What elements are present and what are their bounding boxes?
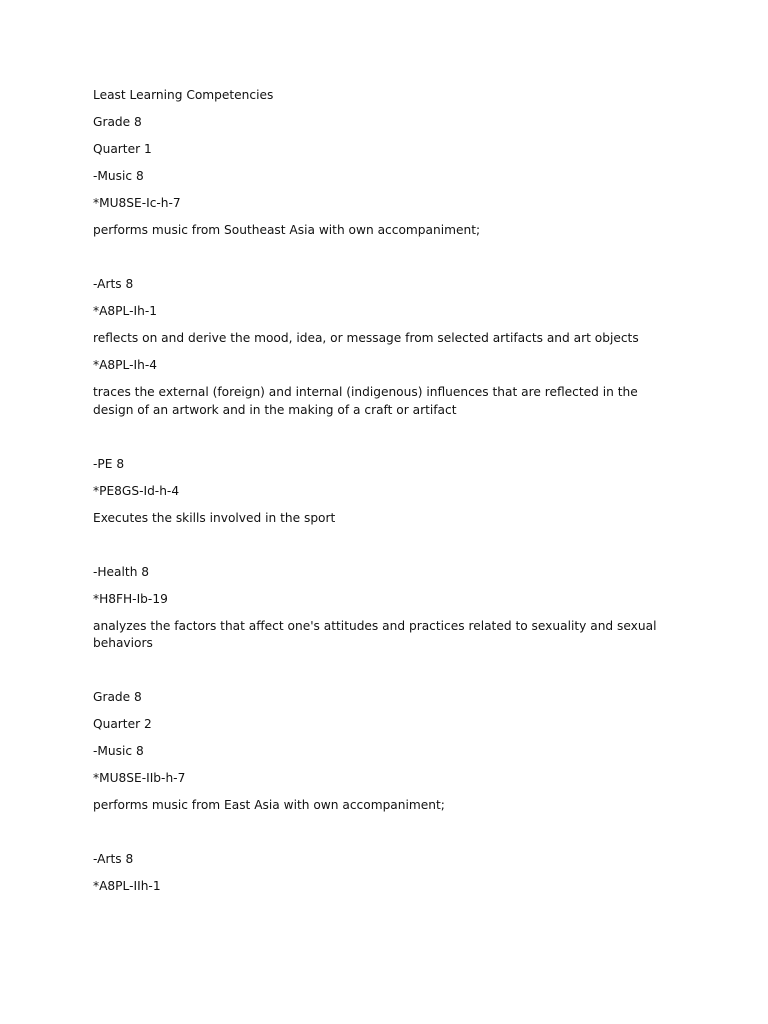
q1-health-code: *H8FH-Ib-19 xyxy=(93,591,168,606)
q2-music-competency: performs music from East Asia with own accompaniment; xyxy=(93,798,445,812)
spacer xyxy=(93,662,673,689)
q1-music-subject: -Music 8 xyxy=(93,169,144,183)
q2-music-subject: -Music 8 xyxy=(93,744,144,758)
q1-music-code: *MU8SE-Ic-h-7 xyxy=(93,196,181,210)
q1-arts-competency-1: reflects on and derive the mood, idea, or message from selected artifacts and art objects xyxy=(93,331,639,345)
q2-arts-code-1: *A8PL-IIh-1 xyxy=(93,879,161,893)
document-page xyxy=(93,87,673,905)
q1-pe-subject: -PE 8 xyxy=(93,456,125,471)
q2-quarter: Quarter 2 xyxy=(93,717,152,731)
q1-arts-code-1: *A8PL-Ih-1 xyxy=(93,304,157,318)
q1-quarter: Quarter 1 xyxy=(93,142,152,156)
q1-health-subject: -Health 8 xyxy=(93,564,150,579)
q1-pe-competency: Executes the skills involved in the sport xyxy=(93,510,336,525)
spacer xyxy=(93,824,673,851)
q2-grade: Grade 8 xyxy=(93,690,142,704)
q1-health-competency: analyzes the factors that affect one's attitudes and practices related to sexuality and sexual behaviors xyxy=(93,618,657,650)
q1-arts-competency-2: traces the external (foreign) and internal (indigenous) influences that are reflected in the design of an artwork and in the making of a craft or artifact xyxy=(93,385,638,417)
q2-arts-subject: -Arts 8 xyxy=(93,852,134,866)
spacer xyxy=(93,249,673,276)
q1-arts-subject: -Arts 8 xyxy=(93,277,134,291)
spacer xyxy=(93,537,673,564)
spacer xyxy=(93,429,673,456)
document-title: Least Learning Competencies xyxy=(93,88,274,102)
q1-music-competency: performs music from Southeast Asia with own accompaniment; xyxy=(93,223,481,237)
q1-pe-code: *PE8GS-Id-h-4 xyxy=(93,483,180,498)
q1-arts-code-2: *A8PL-Ih-4 xyxy=(93,358,157,372)
q1-grade: Grade 8 xyxy=(93,115,142,129)
q2-music-code: *MU8SE-IIb-h-7 xyxy=(93,771,186,785)
